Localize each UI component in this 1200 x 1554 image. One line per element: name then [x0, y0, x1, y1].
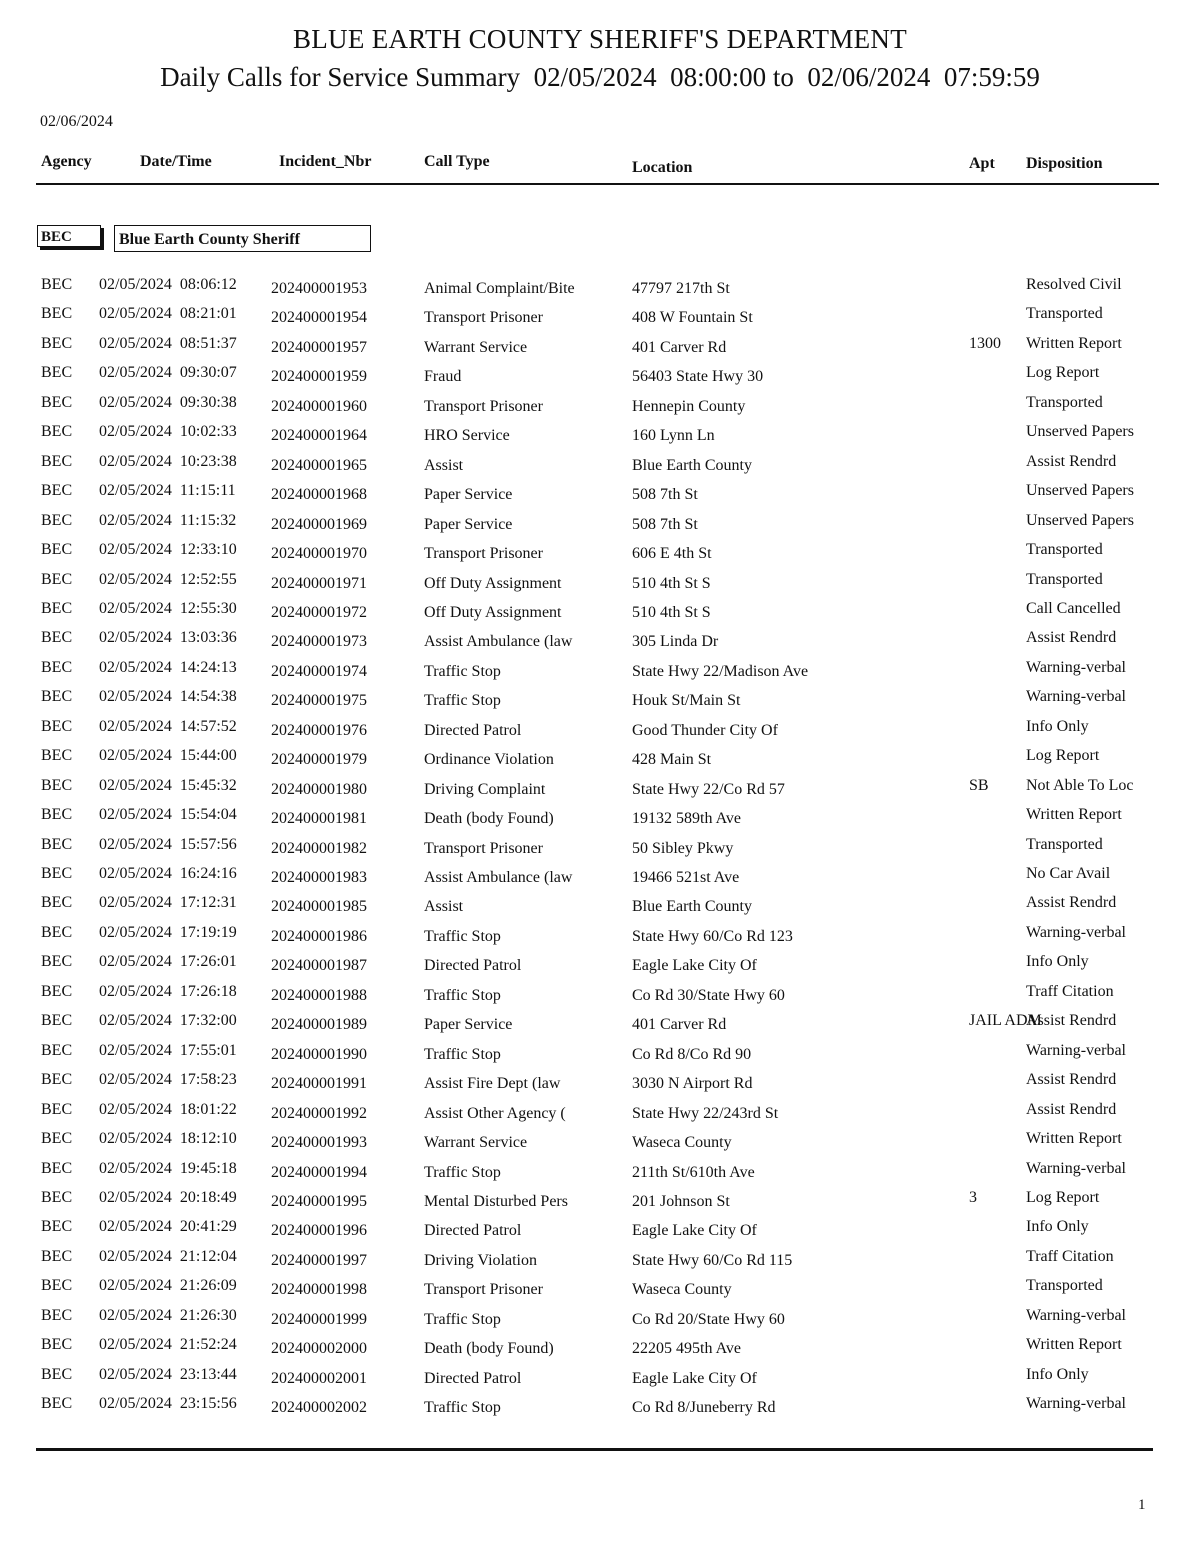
apt-cell: 1300	[969, 334, 1001, 352]
incident-number-cell: 202400002002	[271, 1399, 367, 1417]
disposition-cell: Written Report	[1026, 806, 1122, 824]
agency-cell: BEC	[41, 982, 73, 1000]
call-type-cell: Off Duty Assignment	[424, 603, 562, 621]
disposition-cell: Assist Rendrd	[1026, 894, 1117, 912]
incident-number-cell: 202400001954	[271, 309, 367, 327]
agency-cell: BEC	[41, 1041, 73, 1059]
location-cell: Eagle Lake City Of	[632, 957, 757, 975]
agency-cell: BEC	[41, 1277, 73, 1295]
table-row	[0, 1101, 1200, 1130]
agency-cell: BEC	[41, 482, 73, 500]
location-cell: 428 Main St	[632, 751, 712, 769]
table-row	[0, 953, 1200, 982]
incident-number-cell: 202400001973	[271, 633, 367, 651]
agency-cell: BEC	[41, 452, 73, 470]
call-type-cell: Off Duty Assignment	[424, 574, 562, 592]
agency-cell: BEC	[41, 305, 73, 323]
table-row	[0, 983, 1200, 1012]
column-header-apt: Apt	[969, 155, 995, 172]
disposition-cell: Transported	[1026, 541, 1103, 559]
datetime-cell: 02/05/2024 21:26:09	[99, 1277, 237, 1295]
call-type-cell: Traffic Stop	[424, 1399, 501, 1417]
column-header-disposition: Disposition	[1026, 155, 1103, 172]
call-type-cell: Traffic Stop	[424, 1163, 501, 1181]
location-cell: 401 Carver Rd	[632, 338, 727, 356]
call-type-cell: Paper Service	[424, 486, 513, 504]
call-type-cell: Traffic Stop	[424, 1045, 501, 1063]
page-number: 1	[1138, 1497, 1146, 1513]
datetime-cell: 02/05/2024 23:15:56	[99, 1395, 237, 1413]
agency-cell: BEC	[41, 334, 73, 352]
apt-cell: 3	[969, 1188, 977, 1206]
datetime-cell: 02/05/2024 08:51:37	[99, 334, 237, 352]
table-row	[0, 1307, 1200, 1336]
incident-number-cell: 202400001990	[271, 1045, 367, 1063]
incident-number-cell: 202400001995	[271, 1192, 367, 1210]
column-header-call-type: Call Type	[424, 153, 490, 170]
table-row	[0, 806, 1200, 835]
incident-number-cell: 202400001994	[271, 1163, 367, 1181]
disposition-cell: Info Only	[1026, 1365, 1089, 1383]
table-row	[0, 453, 1200, 482]
call-type-cell: Traffic Stop	[424, 692, 501, 710]
agency-cell: BEC	[41, 717, 73, 735]
table-row	[0, 600, 1200, 629]
disposition-cell: Resolved Civil	[1026, 276, 1122, 293]
agency-cell: BEC	[41, 923, 73, 941]
agency-cell: BEC	[41, 629, 73, 647]
table-row	[0, 1336, 1200, 1365]
incident-number-cell: 202400001982	[271, 839, 367, 857]
datetime-cell: 02/05/2024 15:54:04	[99, 806, 237, 824]
datetime-cell: 02/05/2024 09:30:38	[99, 393, 237, 411]
datetime-cell: 02/05/2024 17:58:23	[99, 1071, 237, 1089]
datetime-cell: 02/05/2024 21:12:04	[99, 1247, 237, 1265]
call-type-cell: Transport Prisoner	[424, 545, 543, 563]
location-cell: 160 Lynn Ln	[632, 427, 715, 445]
location-cell: State Hwy 22/Co Rd 57	[632, 780, 785, 798]
table-row	[0, 335, 1200, 364]
location-cell: State Hwy 22/Madison Ave	[632, 662, 809, 680]
apt-cell: JAIL ADM	[969, 1012, 1042, 1030]
agency-cell: BEC	[41, 423, 73, 441]
call-type-cell: Warrant Service	[424, 1134, 528, 1152]
disposition-cell: Info Only	[1026, 717, 1089, 735]
agency-cell: BEC	[41, 541, 73, 559]
agency-code-label: BEC	[37, 225, 101, 247]
table-row	[0, 1012, 1200, 1041]
call-type-cell: Assist	[424, 898, 464, 916]
agency-cell: BEC	[41, 1012, 73, 1030]
print-date: 02/06/2024	[40, 113, 113, 130]
location-cell: Waseca County	[632, 1134, 732, 1152]
location-cell: Blue Earth County	[632, 456, 752, 474]
call-type-cell: Transport Prisoner	[424, 309, 543, 327]
agency-cell: BEC	[41, 393, 73, 411]
agency-cell: BEC	[41, 747, 73, 765]
table-row	[0, 541, 1200, 570]
datetime-cell: 02/05/2024 11:15:11	[99, 482, 236, 500]
location-cell: Co Rd 8/Co Rd 90	[632, 1045, 752, 1063]
datetime-cell: 02/05/2024 11:15:32	[99, 511, 237, 529]
datetime-cell: 02/05/2024 21:26:30	[99, 1306, 237, 1324]
incident-number-cell: 202400001981	[271, 810, 367, 828]
agency-cell: BEC	[41, 599, 73, 617]
agency-cell: BEC	[41, 1395, 73, 1413]
incident-number-cell: 202400001992	[271, 1104, 367, 1122]
table-row	[0, 305, 1200, 334]
disposition-cell: Assist Rendrd	[1026, 1100, 1117, 1118]
disposition-cell: Traff Citation	[1026, 1247, 1114, 1265]
disposition-cell: Log Report	[1026, 1188, 1100, 1206]
table-row	[0, 1218, 1200, 1247]
table-row	[0, 1395, 1200, 1424]
incident-number-cell: 202400001965	[271, 456, 367, 474]
agency-cell: BEC	[41, 511, 73, 529]
location-cell: Eagle Lake City Of	[632, 1222, 757, 1240]
location-cell: 510 4th St S	[632, 603, 711, 621]
location-cell: 201 Johnson St	[632, 1192, 730, 1210]
location-cell: State Hwy 22/243rd St	[632, 1104, 779, 1122]
location-cell: Blue Earth County	[632, 898, 752, 916]
incident-number-cell: 202400001979	[271, 751, 367, 769]
table-row	[0, 1248, 1200, 1277]
incident-number-cell: 202400001998	[271, 1281, 367, 1299]
disposition-cell: Warning-verbal	[1026, 658, 1126, 676]
call-type-cell: Assist	[424, 456, 464, 474]
table-row	[0, 482, 1200, 511]
disposition-cell: Warning-verbal	[1026, 1395, 1126, 1413]
table-row	[0, 924, 1200, 953]
datetime-cell: 02/05/2024 15:45:32	[99, 776, 237, 794]
call-type-cell: Warrant Service	[424, 338, 528, 356]
agency-cell: BEC	[41, 1218, 73, 1236]
disposition-cell: Transported	[1026, 570, 1103, 588]
location-cell: 508 7th St	[632, 486, 698, 504]
datetime-cell: 02/05/2024 15:44:00	[99, 747, 237, 765]
datetime-cell: 02/05/2024 12:55:30	[99, 599, 237, 617]
disposition-cell: Info Only	[1026, 1218, 1089, 1236]
incident-number-cell: 202400001976	[271, 721, 367, 739]
incident-number-cell: 202400001971	[271, 574, 367, 592]
agency-cell: BEC	[41, 1247, 73, 1265]
location-cell: Co Rd 8/Juneberry Rd	[632, 1399, 776, 1417]
call-type-cell: Assist Ambulance (law	[424, 869, 573, 886]
incident-number-cell: 202400001970	[271, 545, 367, 563]
datetime-cell: 02/05/2024 13:03:36	[99, 629, 237, 647]
datetime-cell: 02/05/2024 17:26:01	[99, 953, 237, 971]
datetime-cell: 02/05/2024 12:33:10	[99, 541, 237, 559]
call-type-cell: Fraud	[424, 368, 462, 386]
datetime-cell: 02/05/2024 15:57:56	[99, 835, 237, 853]
incident-number-cell: 202400001996	[271, 1222, 367, 1240]
location-cell: 401 Carver Rd	[632, 1016, 727, 1034]
table-row	[0, 1160, 1200, 1189]
disposition-cell: No Car Avail	[1026, 865, 1111, 882]
table-row	[0, 394, 1200, 423]
agency-cell: BEC	[41, 776, 73, 794]
call-type-cell: Traffic Stop	[424, 986, 501, 1004]
report-subtitle-text: Daily Calls for Service Summary 02/05/2024 08:00:00 to 02/06/2024 07:59:59	[160, 62, 1040, 92]
disposition-cell: Warning-verbal	[1026, 1041, 1126, 1059]
location-cell: 47797 217th St	[632, 280, 730, 297]
location-cell: Houk St/Main St	[632, 692, 741, 710]
call-type-cell: Transport Prisoner	[424, 1281, 543, 1299]
datetime-cell: 02/05/2024 14:57:52	[99, 717, 237, 735]
location-cell: 3030 N Airport Rd	[632, 1075, 753, 1093]
disposition-cell: Unserved Papers	[1026, 482, 1134, 500]
incident-number-cell: 202400002001	[271, 1369, 367, 1387]
disposition-cell: Warning-verbal	[1026, 923, 1126, 941]
call-type-cell: Paper Service	[424, 1016, 513, 1034]
agency-cell: BEC	[41, 688, 73, 706]
incident-number-cell: 202400001986	[271, 927, 367, 945]
disposition-cell: Assist Rendrd	[1026, 452, 1117, 470]
datetime-cell: 02/05/2024 18:01:22	[99, 1100, 237, 1118]
incident-number-cell: 202400001985	[271, 898, 367, 916]
datetime-cell: 02/05/2024 23:13:44	[99, 1365, 237, 1383]
call-type-cell: Paper Service	[424, 515, 513, 533]
location-cell: 19132 589th Ave	[632, 810, 742, 828]
disposition-cell: Transported	[1026, 1277, 1103, 1295]
table-row	[0, 571, 1200, 600]
table-row	[0, 1071, 1200, 1100]
apt-cell: SB	[969, 776, 989, 794]
datetime-cell: 02/05/2024 17:32:00	[99, 1012, 237, 1030]
report-subtitle	[0, 62, 1200, 93]
footer-divider	[36, 1448, 1153, 1451]
report-title: BLUE EARTH COUNTY SHERIFF'S DEPARTMENT	[292, 24, 908, 54]
call-type-cell: Assist Other Agency (	[424, 1104, 566, 1122]
agency-cell: BEC	[41, 276, 73, 293]
disposition-cell: Transported	[1026, 393, 1103, 411]
table-row	[0, 629, 1200, 658]
table-row	[0, 364, 1200, 393]
incident-number-cell: 202400001957	[271, 338, 367, 356]
agency-cell: BEC	[41, 364, 73, 382]
datetime-cell: 02/05/2024 14:54:38	[99, 688, 237, 706]
table-row	[0, 1130, 1200, 1159]
table-row	[0, 1189, 1200, 1218]
datetime-cell: 02/05/2024 16:24:16	[99, 865, 237, 882]
location-cell: 508 7th St	[632, 515, 698, 533]
location-cell: Hennepin County	[632, 397, 746, 415]
table-row	[0, 836, 1200, 865]
incident-number-cell: 202400001953	[271, 280, 367, 297]
location-cell: 408 W Fountain St	[632, 309, 753, 327]
agency-cell: BEC	[41, 658, 73, 676]
disposition-cell: Call Cancelled	[1026, 599, 1121, 617]
incident-number-cell: 202400001988	[271, 986, 367, 1004]
agency-cell: BEC	[41, 570, 73, 588]
table-row	[0, 1366, 1200, 1395]
agency-name-label: Blue Earth County Sheriff	[114, 225, 371, 252]
location-cell: Good Thunder City Of	[632, 721, 778, 739]
agency-cell: BEC	[41, 953, 73, 971]
call-type-cell: Animal Complaint/Bite	[424, 280, 575, 297]
call-type-cell: Mental Disturbed Pers	[424, 1192, 568, 1210]
agency-cell: BEC	[41, 865, 73, 882]
location-cell: 305 Linda Dr	[632, 633, 719, 651]
call-type-cell: Directed Patrol	[424, 1369, 522, 1387]
datetime-cell: 02/05/2024 08:21:01	[99, 305, 237, 323]
location-cell: Co Rd 30/State Hwy 60	[632, 986, 785, 1004]
agency-cell: BEC	[41, 1159, 73, 1177]
agency-cell: BEC	[41, 1130, 73, 1148]
table-row	[0, 659, 1200, 688]
call-type-cell: Driving Violation	[424, 1251, 537, 1269]
agency-cell: BEC	[41, 1100, 73, 1118]
datetime-cell: 02/05/2024 12:52:55	[99, 570, 237, 588]
incident-number-cell: 202400001993	[271, 1134, 367, 1152]
datetime-cell: 02/05/2024 17:55:01	[99, 1041, 237, 1059]
call-type-cell: Traffic Stop	[424, 1310, 501, 1328]
column-header-incident: Incident_Nbr	[279, 153, 372, 170]
disposition-cell: Warning-verbal	[1026, 1159, 1126, 1177]
disposition-cell: Written Report	[1026, 334, 1122, 352]
datetime-cell: 02/05/2024 19:45:18	[99, 1159, 237, 1177]
incident-number-cell: 202400001972	[271, 603, 367, 621]
incident-number-cell: 202400001975	[271, 692, 367, 710]
table-row	[0, 894, 1200, 923]
datetime-cell: 02/05/2024 17:19:19	[99, 923, 237, 941]
disposition-cell: Transported	[1026, 305, 1103, 323]
table-row	[0, 1277, 1200, 1306]
table-row	[0, 423, 1200, 452]
incident-number-cell: 202400001987	[271, 957, 367, 975]
table-row	[0, 1042, 1200, 1071]
disposition-cell: Not Able To Loc	[1026, 776, 1134, 794]
agency-cell: BEC	[41, 1188, 73, 1206]
datetime-cell: 02/05/2024 21:52:24	[99, 1336, 237, 1354]
agency-cell: BEC	[41, 1071, 73, 1089]
location-cell: 606 E 4th St	[632, 545, 712, 563]
table-row	[0, 747, 1200, 776]
table-row	[0, 777, 1200, 806]
call-type-cell: Transport Prisoner	[424, 397, 543, 415]
column-header-agency: Agency	[41, 153, 92, 170]
datetime-cell: 02/05/2024 18:12:10	[99, 1130, 237, 1148]
agency-cell: BEC	[41, 835, 73, 853]
incident-number-cell: 202400001989	[271, 1016, 367, 1034]
location-cell: Co Rd 20/State Hwy 60	[632, 1310, 785, 1328]
disposition-cell: Log Report	[1026, 747, 1100, 765]
call-type-cell: HRO Service	[424, 427, 510, 445]
call-type-cell: Ordinance Violation	[424, 751, 554, 769]
disposition-cell: Info Only	[1026, 953, 1089, 971]
call-type-cell: Directed Patrol	[424, 957, 522, 975]
call-type-cell: Directed Patrol	[424, 721, 522, 739]
call-type-cell: Assist Fire Dept (law	[424, 1075, 561, 1093]
incident-number-cell: 202400001959	[271, 368, 367, 386]
incident-number-cell: 202400002000	[271, 1340, 367, 1358]
agency-cell: BEC	[41, 1336, 73, 1354]
disposition-cell: Unserved Papers	[1026, 511, 1134, 529]
location-cell: 22205 495th Ave	[632, 1340, 742, 1358]
incident-number-cell: 202400001983	[271, 869, 367, 886]
incident-number-cell: 202400001974	[271, 662, 367, 680]
location-cell: 50 Sibley Pkwy	[632, 839, 734, 857]
call-type-cell: Transport Prisoner	[424, 839, 543, 857]
table-row	[0, 718, 1200, 747]
datetime-cell: 02/05/2024 08:06:12	[99, 276, 237, 293]
disposition-cell: Warning-verbal	[1026, 688, 1126, 706]
disposition-cell: Transported	[1026, 835, 1103, 853]
disposition-cell: Written Report	[1026, 1130, 1122, 1148]
disposition-cell: Assist Rendrd	[1026, 1071, 1117, 1089]
call-type-cell: Driving Complaint	[424, 780, 546, 798]
datetime-cell: 02/05/2024 10:02:33	[99, 423, 237, 441]
incident-number-cell: 202400001969	[271, 515, 367, 533]
incident-number-cell: 202400001968	[271, 486, 367, 504]
call-type-cell: Death (body Found)	[424, 1340, 554, 1358]
call-type-cell: Assist Ambulance (law	[424, 633, 573, 651]
column-header-location: Location	[632, 159, 693, 176]
disposition-cell: Unserved Papers	[1026, 423, 1134, 441]
location-cell: 19466 521st Ave	[632, 869, 740, 886]
datetime-cell: 02/05/2024 17:12:31	[99, 894, 237, 912]
call-type-cell: Traffic Stop	[424, 927, 501, 945]
incident-number-cell: 202400001980	[271, 780, 367, 798]
call-type-cell: Directed Patrol	[424, 1222, 522, 1240]
location-cell: 510 4th St S	[632, 574, 711, 592]
column-header-datetime: Date/Time	[140, 153, 212, 170]
table-row	[0, 276, 1200, 305]
incident-number-cell: 202400001991	[271, 1075, 367, 1093]
disposition-cell: Written Report	[1026, 1336, 1122, 1354]
incident-number-cell: 202400001964	[271, 427, 367, 445]
incident-number-cell: 202400001997	[271, 1251, 367, 1269]
datetime-cell: 02/05/2024 20:41:29	[99, 1218, 237, 1236]
datetime-cell: 02/05/2024 17:26:18	[99, 982, 237, 1000]
location-cell: Waseca County	[632, 1281, 732, 1299]
disposition-cell: Warning-verbal	[1026, 1306, 1126, 1324]
datetime-cell: 02/05/2024 14:24:13	[99, 658, 237, 676]
incident-number-cell: 202400001999	[271, 1310, 367, 1328]
location-cell: State Hwy 60/Co Rd 123	[632, 927, 793, 945]
table-row	[0, 865, 1200, 894]
agency-cell: BEC	[41, 1365, 73, 1383]
agency-cell: BEC	[41, 1306, 73, 1324]
call-type-cell: Death (body Found)	[424, 810, 554, 828]
disposition-cell: Log Report	[1026, 364, 1100, 382]
table-row	[0, 512, 1200, 541]
call-type-cell: Traffic Stop	[424, 662, 501, 680]
disposition-cell: Assist Rendrd	[1026, 1012, 1117, 1030]
header-divider	[36, 183, 1159, 185]
disposition-cell: Traff Citation	[1026, 982, 1114, 1000]
datetime-cell: 02/05/2024 20:18:49	[99, 1188, 237, 1206]
location-cell: 211th St/610th Ave	[632, 1163, 755, 1181]
table-row	[0, 688, 1200, 717]
incident-number-cell: 202400001960	[271, 397, 367, 415]
disposition-cell: Assist Rendrd	[1026, 629, 1117, 647]
datetime-cell: 02/05/2024 09:30:07	[99, 364, 237, 382]
datetime-cell: 02/05/2024 10:23:38	[99, 452, 237, 470]
agency-cell: BEC	[41, 806, 73, 824]
location-cell: Eagle Lake City Of	[632, 1369, 757, 1387]
location-cell: 56403 State Hwy 30	[632, 368, 764, 386]
agency-cell: BEC	[41, 894, 73, 912]
location-cell: State Hwy 60/Co Rd 115	[632, 1251, 793, 1269]
